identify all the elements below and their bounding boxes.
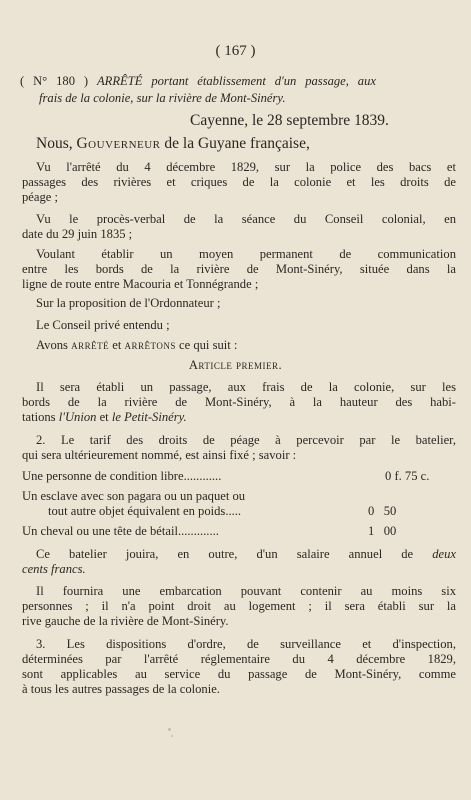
arretons-word: arrêtons — [124, 338, 176, 352]
voulant-line-1: Voulant établir un moyen permanent de communication — [36, 247, 456, 261]
decree-title: ARRÊTÉ portant établissement d'un passage, aux — [96, 74, 376, 88]
voulant-line-3: ligne de route entre Macouria et Tonnégrande ; — [22, 277, 259, 291]
conseil-line: Le Conseil privé entendu ; — [36, 318, 170, 332]
proposition-line: Sur la proposition de l'Ordonnateur ; — [36, 296, 221, 310]
article-heading: Article premier. — [188, 358, 283, 372]
page-number: ( 167 ) — [215, 43, 256, 59]
vu1-line-1: Vu l'arrêté du 4 décembre 1829, sur la police des bacs et — [36, 160, 456, 174]
decree-title-line-1 — [20, 74, 376, 89]
salaire-line-2: cents francs. — [22, 562, 86, 576]
fournira-line-3: rive gauche de la rivière de Mont-Sinéry. — [22, 614, 229, 628]
tariff-row-2-label-1: Un esclave avec son pagara ou un paquet ou — [22, 489, 246, 503]
salaire-line-1 — [36, 547, 456, 562]
et-word-2: et — [99, 410, 109, 424]
fournira-line-2: personnes ; il n'a point droit au logement ; il sera établi sur la — [22, 599, 456, 613]
dateline: Cayenne, le 28 septembre 1839. — [190, 112, 389, 129]
voulant-line-2: entre les bords de la rivière de Mont-Sinéry, située dans la — [22, 262, 456, 276]
avons-line — [36, 338, 237, 353]
art2-line-1: 2. Le tarif des droits de péage à percevoir par le batelier, — [36, 433, 456, 447]
art2-line-2: qui sera ultérieurement nommé, est ainsi fixé ; savoir : — [22, 448, 297, 462]
avons-rest: ce qui suit : — [179, 338, 238, 352]
decree-number: ( N° 180 ) — [20, 74, 89, 88]
petit-sinery-name: le Petit-Sinéry. — [111, 410, 187, 424]
tariff-row-1-value: 0 f. 75 c. — [385, 469, 430, 483]
art3-line-2: déterminées par l'arrêté réglementaire du 4 décembre 1829, — [22, 652, 456, 666]
salaire-text: Ce batelier jouira, en outre, d'un salaire annuel de — [36, 547, 414, 561]
nous-rest: de la Guyane française, — [164, 135, 310, 152]
tariff-row-2-value: 0 50 — [368, 504, 397, 518]
art3-line-4: à tous les autres passages de la colonie. — [22, 682, 220, 696]
art1-line-1: Il sera établi un passage, aux frais de la colonie, sur les — [36, 380, 456, 394]
deux-word: deux — [432, 547, 456, 561]
avons-word: Avons — [36, 338, 68, 352]
union-name: l'Union — [58, 410, 97, 424]
arrete-word: arrêté — [71, 338, 110, 352]
art3-line-3: sont applicables au service du passage de Mont-Sinéry, comme — [22, 667, 456, 681]
gouverneur-word: Gouverneur — [76, 135, 161, 152]
fournira-line-1: Il fournira une embarcation pouvant contenir au moins six — [36, 584, 456, 598]
paper-speck — [168, 728, 171, 731]
et-word: et — [112, 338, 122, 352]
tariff-row-2-label-2: tout autre objet équivalent en poids..... — [48, 504, 242, 518]
art1-line-2: bords de la rivière de Mont-Sinéry, à la hauteur des habi- — [22, 395, 456, 409]
tariff-row-1-label: Une personne de condition libre............ — [22, 469, 222, 483]
vu2-line-1: Vu le procès-verbal de la séance du Conseil colonial, en — [36, 212, 456, 226]
vu1-line-3: péage ; — [22, 190, 59, 204]
paper-speck — [171, 735, 173, 737]
vu1-line-2: passages des rivières et criques de la colonie et les droits de — [22, 175, 456, 189]
tariff-row-3-label: Un cheval ou une tête de bétail............. — [22, 524, 219, 538]
decree-title-line-2: frais de la colonie, sur la rivière de Mont-Sinéry. — [39, 91, 286, 105]
art3-line-1: 3. Les dispositions d'ordre, de surveillance et d'inspection, — [36, 637, 456, 651]
tariff-row-3-value: 1 00 — [368, 524, 397, 538]
preamble-nous — [36, 136, 310, 151]
vu2-line-2: date du 29 juin 1835 ; — [22, 227, 133, 241]
art1-line-3 — [22, 410, 187, 425]
nous-word: Nous, — [36, 135, 73, 152]
tations-word: tations — [22, 410, 56, 424]
